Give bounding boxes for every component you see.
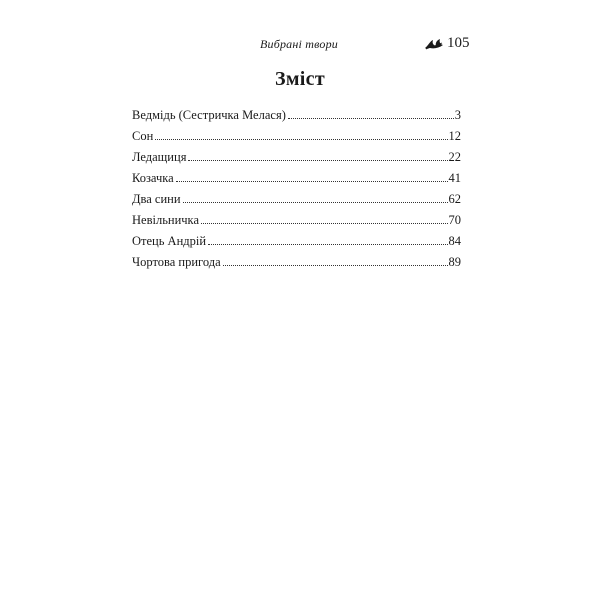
dot-leader: [288, 117, 454, 119]
toc-entry-title: Ведмідь (Сестричка Мелася): [132, 108, 286, 122]
book-title: Вибрані твори: [260, 37, 338, 51]
toc-entry-page: 62: [448, 192, 461, 206]
dot-leader: [155, 138, 447, 140]
toc-entry-title: Невільничка: [132, 213, 199, 227]
toc-entry-title: Два сини: [132, 192, 181, 206]
dot-leader: [183, 201, 448, 203]
toc-entry-page: 3: [454, 108, 461, 122]
toc-entry[interactable]: [132, 191, 461, 212]
toc-entry-title: Отець Андрій: [132, 234, 207, 248]
toc-entry-page: 12: [448, 129, 461, 143]
dot-leader: [176, 180, 448, 182]
leaf-ornament-icon: [424, 37, 444, 51]
page-number-group: [424, 35, 470, 52]
toc-entry-title: Сон: [132, 129, 154, 143]
toc-entry-title: Козачка: [132, 171, 174, 185]
toc-entry-title: Ледащиця: [132, 150, 187, 164]
toc-entry-page: 22: [448, 150, 461, 164]
dot-leader: [188, 159, 447, 161]
toc-entry[interactable]: [132, 149, 461, 170]
dot-leader: [223, 264, 448, 266]
toc-entry[interactable]: [132, 212, 461, 233]
toc-entry[interactable]: [132, 107, 461, 128]
running-header: [0, 37, 600, 57]
toc-entry-page: 84: [448, 234, 461, 248]
toc-entry-page: 70: [448, 213, 461, 227]
toc-entry[interactable]: [132, 233, 461, 254]
page-number: 105: [447, 35, 470, 51]
toc-entry[interactable]: [132, 170, 461, 191]
toc-entry-title: Чортова пригода: [132, 255, 221, 269]
toc-heading: Зміст: [275, 68, 325, 90]
dot-leader: [208, 243, 447, 245]
toc-entry[interactable]: [132, 128, 461, 149]
toc-entry-page: 89: [448, 255, 461, 269]
toc-list: [132, 107, 461, 275]
dot-leader: [201, 222, 448, 224]
toc-entry-page: 41: [448, 171, 461, 185]
toc-entry[interactable]: [132, 254, 461, 275]
